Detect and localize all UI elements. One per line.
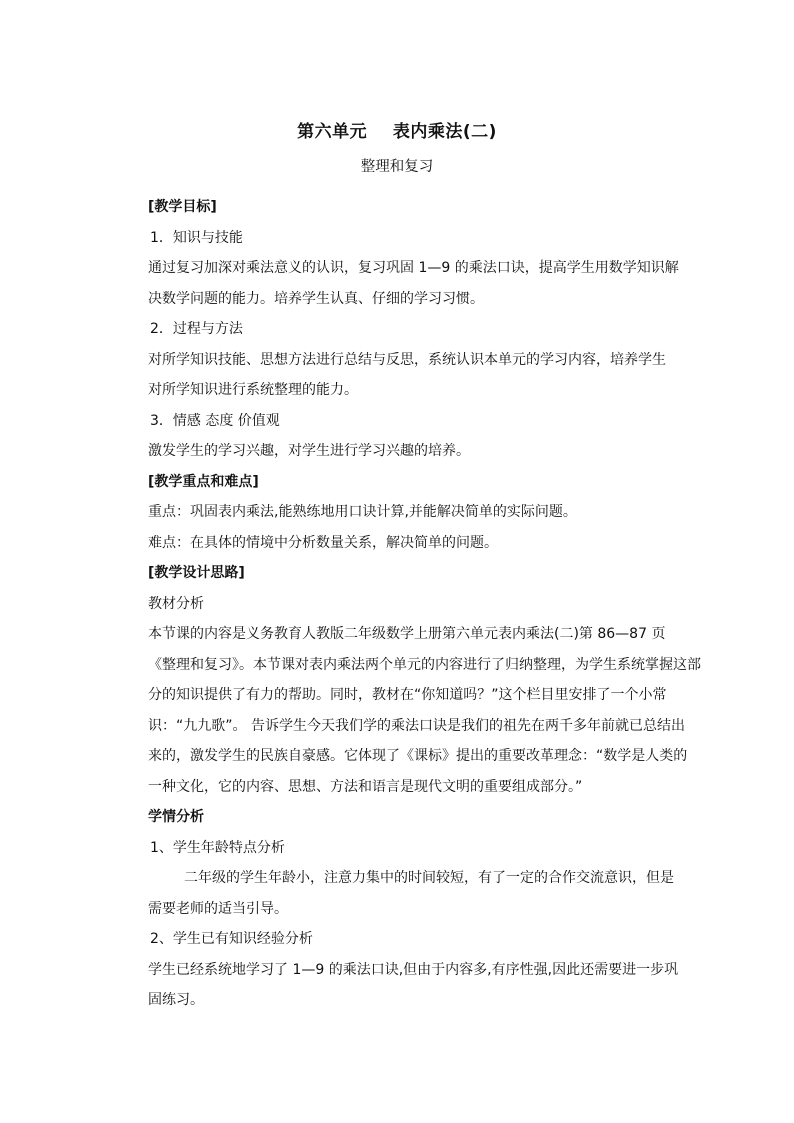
objective-knowledge-label: 1．知识与技能 [150, 229, 243, 246]
subsection-label-age: 1、学生年龄特点分析 [150, 839, 285, 856]
paragraph-line: 二年级的学生年龄小，注意力集中的时间较短，有了一定的合作交流意识，但是 [184, 870, 674, 886]
paragraph-line: 分的知识提供了有力的帮助。同时，教材在“你知道吗？”这个栏目里安排了一个小常 [148, 687, 667, 703]
paragraph-line: 学生已经系统地学习了 1—9 的乘法口诀,但由于内容多,有序性强,因此还需要进一步巩 [148, 961, 679, 978]
section-heading-design: [教学设计思路] [148, 565, 245, 581]
paragraph-line: 决数学问题的能力。培养学生认真、仔细的学习习惯。 [148, 290, 484, 307]
section-heading-key-points: [教学重点和难点] [148, 473, 259, 490]
paragraph-line: 固练习。 [148, 992, 204, 1008]
subsection-label-textbook: 教材分析 [148, 595, 204, 612]
objective-process-label: 2．过程与方法 [150, 321, 243, 337]
paragraph-line: 对所学知识技能、思想方法进行总结与反思，系统认识本单元的学习内容，培养学生 [148, 351, 666, 368]
section-heading-objectives: [教学目标] [148, 199, 217, 215]
paragraph-line: 本节课的内容是义务教育人教版二年级数学上册第六单元表内乘法(二)第 86—87 页 [148, 626, 666, 642]
paragraph-line: 需要老师的适当引导。 [148, 900, 288, 917]
subsection-label-experience: 2、学生已有知识经验分析 [150, 931, 313, 947]
paragraph-line: 通过复习加深对乘法意义的认识，复习巩固 1—9 的乘法口诀，提高学生用数学知识解 [148, 260, 679, 276]
paragraph-line: 一种文化，它的内容、思想、方法和语言是现代文明的重要组成部分。” [148, 778, 583, 795]
paragraph-line: 激发学生的学习兴趣，对学生进行学习兴趣的培养。 [148, 443, 470, 459]
paragraph-line: 重点：巩固表内乘法,能熟练地用口诀计算,并能解决简单的实际问题。 [148, 504, 577, 520]
paragraph-line: 难点：在具体的情境中分析数量关系，解决简单的问题。 [148, 534, 498, 551]
paragraph-line: 识：“九九歌”。 告诉学生今天我们学的乘法口诀是我们的祖先在两千多年前就已总结出 [148, 717, 685, 734]
paragraph-line: 来的，激发学生的民族自豪感。它体现了《课标》提出的重要改革理念：“数学是人类的 [148, 748, 688, 764]
document-title: 第六单元 表内乘法(二) [297, 122, 497, 142]
document-subtitle: 整理和复习 [360, 159, 434, 175]
document-body [148, 192, 701, 1016]
paragraph-line: 对所学知识进行系统整理的能力。 [148, 382, 358, 398]
paragraph-line: 《整理和复习》。本节课对表内乘法两个单元的内容进行了归纳整理，为学生系统掌握这部 [148, 656, 701, 673]
objective-attitude-label: 3．情感 态度 价值观 [150, 412, 280, 429]
section-heading-students: 学情分析 [148, 809, 204, 825]
